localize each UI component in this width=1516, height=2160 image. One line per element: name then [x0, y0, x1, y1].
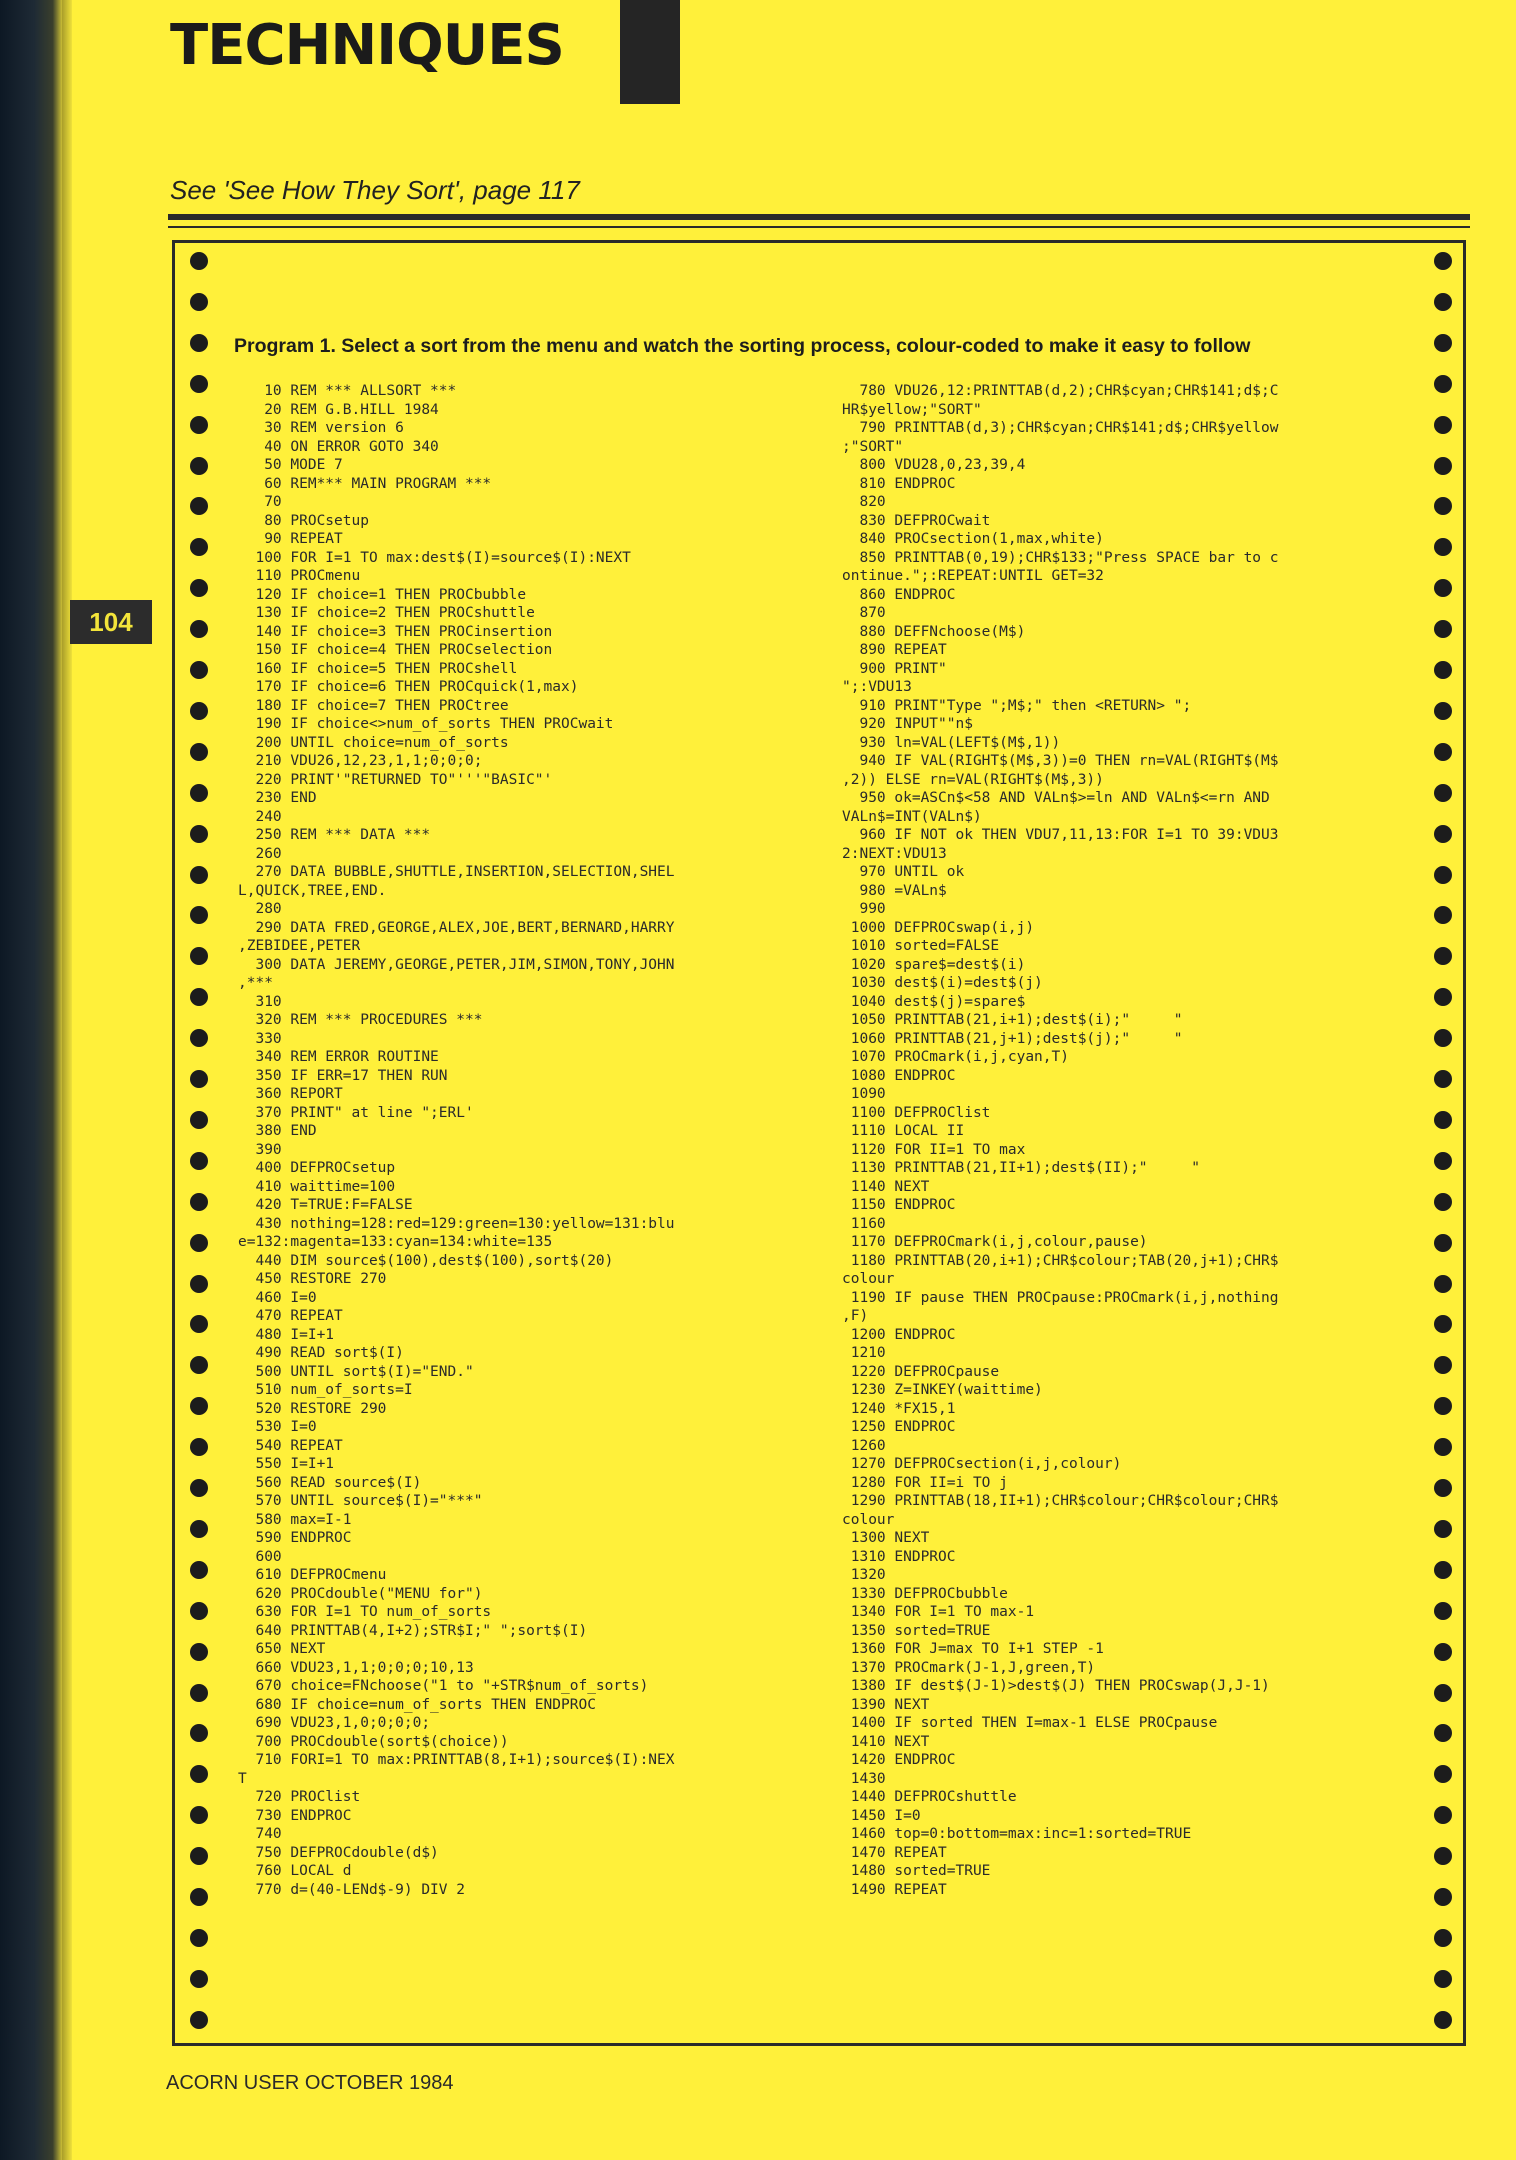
sprocket-hole — [190, 334, 208, 352]
code-line: 390 — [238, 1141, 282, 1158]
code-line: L,QUICK,TREE,END. — [238, 882, 387, 899]
code-line: 440 DIM source$(100),dest$(100),sort$(20) — [238, 1252, 614, 1269]
sprocket-hole — [190, 661, 208, 679]
header-rule-thin — [168, 226, 1470, 228]
sprocket-hole — [1434, 457, 1452, 475]
sprocket-hole — [1434, 661, 1452, 679]
sprocket-hole — [190, 825, 208, 843]
code-line: 60 REM*** MAIN PROGRAM *** — [238, 475, 492, 492]
code-line: ,2)) ELSE rn=VAL(RIGHT$(M$,3)) — [842, 771, 1104, 788]
code-line: 660 VDU23,1,1;0;0;0;10,13 — [238, 1659, 474, 1676]
sprocket-hole — [190, 1765, 208, 1783]
sprocket-hole — [190, 538, 208, 556]
code-line: 1270 DEFPROCsection(i,j,colour) — [842, 1456, 1122, 1472]
code-line: 380 END — [238, 1123, 317, 1139]
code-line: 800 VDU28,0,23,39,4 — [842, 457, 1026, 473]
sprocket-hole — [1434, 334, 1452, 352]
code-line: 1210 — [842, 1345, 886, 1361]
magazine-footer: ACORN USER OCTOBER 1984 — [166, 2072, 454, 2094]
sprocket-hole — [1434, 1397, 1452, 1415]
sprocket-hole — [1434, 375, 1452, 393]
listing-column-left — [238, 382, 675, 1899]
binding-edge — [62, 0, 72, 2160]
code-line: 540 REPEAT — [238, 1437, 343, 1454]
code-line: 1160 — [842, 1215, 886, 1232]
sprocket-hole — [190, 1315, 208, 1333]
sprocket-hole — [1434, 1520, 1452, 1538]
code-line: 1490 REPEAT — [842, 1881, 947, 1898]
code-line: 590 ENDPROC — [238, 1530, 352, 1546]
sprocket-hole — [1434, 1806, 1452, 1824]
code-line: 850 PRINTTAB(0,19);CHR$133;"Press SPACE bar to c — [842, 549, 1279, 566]
sprocket-hole — [1434, 906, 1452, 924]
code-line: 1280 FOR II=i TO j — [842, 1474, 1008, 1491]
sprocket-hole — [190, 620, 208, 638]
code-line: 1010 sorted=FALSE — [842, 938, 1000, 954]
code-line: 550 I=I+1 — [238, 1456, 335, 1472]
sprocket-hole — [190, 497, 208, 515]
code-line: 1470 REPEAT — [842, 1844, 947, 1861]
sprocket-hole — [190, 1152, 208, 1170]
code-line: 1360 FOR J=max TO I+1 STEP -1 — [842, 1641, 1104, 1657]
sprocket-hole — [1434, 1234, 1452, 1252]
code-line: 640 PRINTTAB(4,I+2);STR$I;" ";sort$(I) — [238, 1622, 588, 1639]
code-line: 140 IF choice=3 THEN PROCinsertion — [238, 623, 553, 640]
sprocket-hole — [1434, 252, 1452, 270]
sprocket-hole — [1434, 416, 1452, 434]
code-line: 30 REM version 6 — [238, 420, 404, 436]
sprocket-hole — [190, 1029, 208, 1047]
code-line: 930 ln=VAL(LEFT$(M$,1)) — [842, 734, 1061, 751]
code-line: 210 VDU26,12,23,1,1;0;0;0; — [238, 753, 483, 769]
code-line: 650 NEXT — [238, 1641, 326, 1657]
sprocket-hole — [1434, 947, 1452, 965]
code-line: 110 PROCmenu — [238, 568, 361, 584]
code-line: 70 — [238, 494, 282, 510]
code-line: 170 IF choice=6 THEN PROCquick(1,max) — [238, 679, 579, 695]
sprocket-hole — [190, 743, 208, 761]
code-line: 670 choice=FNchoose("1 to "+STR$num_of_sorts) — [238, 1678, 649, 1694]
code-line: 720 PROClist — [238, 1789, 361, 1805]
code-line: T — [238, 1770, 247, 1787]
sprocket-hole — [190, 252, 208, 270]
code-line: VALn$=INT(VALn$) — [842, 808, 982, 825]
sprocket-hole — [190, 1193, 208, 1211]
code-line: 1480 sorted=TRUE — [842, 1863, 991, 1879]
sprocket-hole — [190, 947, 208, 965]
sprocket-hole — [190, 1275, 208, 1293]
code-line: colour — [842, 1511, 895, 1528]
code-line: 160 IF choice=5 THEN PROCshell — [238, 660, 518, 677]
code-line: 610 DEFPROCmenu — [238, 1567, 387, 1583]
code-line: 1170 DEFPROCmark(i,j,colour,pause) — [842, 1234, 1148, 1250]
code-line: 240 — [238, 808, 282, 825]
code-line: 510 num_of_sorts=I — [238, 1382, 413, 1398]
code-line: 1380 IF dest$(J-1)>dest$(J) THEN PROCswap(J,J-1) — [842, 1678, 1270, 1694]
code-line: 80 PROCsetup — [238, 512, 369, 529]
code-line: 1240 *FX15,1 — [842, 1400, 956, 1417]
code-line: 970 UNTIL ok — [842, 864, 965, 880]
sprocket-hole — [1434, 702, 1452, 720]
code-line: 1250 ENDPROC — [842, 1419, 956, 1435]
sprocket-hole — [190, 1234, 208, 1252]
sprocket-hole — [190, 988, 208, 1006]
sprocket-hole — [1434, 743, 1452, 761]
code-line: 830 DEFPROCwait — [842, 512, 991, 529]
sprocket-hole — [1434, 1929, 1452, 1947]
code-line: 300 DATA JEREMY,GEORGE,PETER,JIM,SIMON,TONY,JOHN — [238, 956, 675, 973]
sprocket-hole — [190, 1356, 208, 1374]
section-title: TECHNIQUES — [170, 13, 564, 78]
code-line: 1260 — [842, 1437, 886, 1454]
binding-spine — [0, 0, 62, 2160]
code-line: 880 DEFFNchoose(M$) — [842, 623, 1026, 640]
code-line: 1440 DEFPROCshuttle — [842, 1789, 1017, 1805]
code-line: 190 IF choice<>num_of_sorts THEN PROCwait — [238, 716, 614, 732]
sprocket-hole — [190, 1397, 208, 1415]
code-line: 1310 ENDPROC — [842, 1548, 956, 1565]
code-line: 1070 PROCmark(i,j,cyan,T) — [842, 1049, 1069, 1065]
code-line: 1030 dest$(i)=dest$(j) — [842, 975, 1043, 991]
code-line: 810 ENDPROC — [842, 475, 956, 492]
code-line: 410 waittime=100 — [238, 1178, 396, 1195]
code-line: 1230 Z=INKEY(waittime) — [842, 1382, 1043, 1398]
sprocket-hole — [1434, 579, 1452, 597]
code-line: 770 d=(40-LENd$-9) DIV 2 — [238, 1881, 465, 1898]
code-line: 260 — [238, 845, 282, 862]
sprocket-hole — [1434, 784, 1452, 802]
sprocket-hole — [1434, 1315, 1452, 1333]
sprocket-hole — [190, 1602, 208, 1620]
code-line: 360 REPORT — [238, 1086, 343, 1102]
code-line: 1120 FOR II=1 TO max — [842, 1141, 1026, 1158]
title-accent-block — [620, 0, 680, 104]
code-line: 270 DATA BUBBLE,SHUTTLE,INSERTION,SELECTION,SHEL — [238, 864, 675, 880]
code-line: 1060 PRINTTAB(21,j+1);dest$(j);" " — [842, 1030, 1183, 1047]
code-line: 120 IF choice=1 THEN PROCbubble — [238, 586, 527, 603]
code-line: 560 READ source$(I) — [238, 1474, 422, 1491]
cross-reference-subtitle: See 'See How They Sort', page 117 — [170, 175, 580, 205]
sprocket-hole — [190, 702, 208, 720]
code-line: 420 T=TRUE:F=FALSE — [238, 1197, 413, 1213]
header-rule-thick — [168, 214, 1470, 220]
code-line: 1140 NEXT — [842, 1178, 930, 1195]
code-line: 430 nothing=128:red=129:green=130:yellow=131:blu — [238, 1215, 675, 1232]
code-line: 1150 ENDPROC — [842, 1197, 956, 1213]
sprocket-hole — [1434, 293, 1452, 311]
code-line: 1290 PRINTTAB(18,II+1);CHR$colour;CHR$colour;CHR$ — [842, 1493, 1279, 1509]
code-line: 690 VDU23,1,0;0;0;0; — [238, 1715, 431, 1731]
code-line: 370 PRINT" at line ";ERL' — [238, 1104, 474, 1121]
sprocket-hole — [190, 457, 208, 475]
code-line: 220 PRINT'"RETURNED TO"'''"BASIC"' — [238, 771, 553, 788]
code-line: 950 ok=ASCn$<58 AND VALn$>=ln AND VALn$<=rn AND — [842, 790, 1270, 806]
sprocket-hole — [190, 293, 208, 311]
sprocket-hole — [190, 1520, 208, 1538]
code-line: 340 REM ERROR ROUTINE — [238, 1049, 439, 1065]
code-line: 530 I=0 — [238, 1419, 317, 1435]
code-line: 580 max=I-1 — [238, 1511, 352, 1528]
sprocket-hole — [190, 906, 208, 924]
sprocket-hole — [1434, 1847, 1452, 1865]
sprocket-hole — [190, 1643, 208, 1661]
sprocket-hole — [1434, 1275, 1452, 1293]
sprocket-hole — [1434, 1152, 1452, 1170]
code-line: 980 =VALn$ — [842, 882, 947, 899]
code-line: 200 UNTIL choice=num_of_sorts — [238, 734, 509, 751]
sprocket-hole — [1434, 1356, 1452, 1374]
code-line: 1390 NEXT — [842, 1696, 930, 1713]
sprocket-hole — [1434, 1765, 1452, 1783]
code-line: 1180 PRINTTAB(20,i+1);CHR$colour;TAB(20,j+1);CHR$ — [842, 1252, 1279, 1269]
code-line: 150 IF choice=4 THEN PROCselection — [238, 642, 553, 658]
sprocket-hole — [1434, 825, 1452, 843]
code-line: 860 ENDPROC — [842, 586, 956, 603]
code-line: 1420 ENDPROC — [842, 1752, 956, 1768]
code-line: 1000 DEFPROCswap(i,j) — [842, 919, 1035, 936]
code-line: ,ZEBIDEE,PETER — [238, 938, 361, 954]
code-line: 1340 FOR I=1 TO max-1 — [842, 1604, 1035, 1620]
code-line: 820 — [842, 494, 886, 510]
code-line: 520 RESTORE 290 — [238, 1400, 387, 1417]
code-line: 90 REPEAT — [238, 531, 343, 547]
sprocket-hole — [1434, 1724, 1452, 1742]
code-line: 990 — [842, 901, 886, 917]
code-line: 620 PROCdouble("MENU for") — [238, 1585, 483, 1602]
code-line: 1370 PROCmark(J-1,J,green,T) — [842, 1659, 1096, 1676]
sprocket-hole — [1434, 1438, 1452, 1456]
sprocket-hole — [1434, 1070, 1452, 1088]
sprocket-hole — [1434, 1561, 1452, 1579]
sprocket-hole — [190, 579, 208, 597]
sprocket-hole — [1434, 1479, 1452, 1497]
sprocket-hole — [190, 1684, 208, 1702]
code-line: 400 DEFPROCsetup — [238, 1160, 396, 1176]
code-line: 890 REPEAT — [842, 642, 947, 658]
sprocket-hole — [1434, 497, 1452, 515]
sprocket-hole — [190, 1929, 208, 1947]
code-line: 2:NEXT:VDU13 — [842, 845, 947, 862]
sprocket-hole — [190, 1070, 208, 1088]
sprocket-hole — [190, 1111, 208, 1129]
right-sprocket-holes — [1434, 240, 1454, 2046]
code-line: 1190 IF pause THEN PROCpause:PROCmark(i,j,nothing — [842, 1289, 1279, 1306]
sprocket-hole — [1434, 1193, 1452, 1211]
sprocket-hole — [1434, 1643, 1452, 1661]
code-line: colour — [842, 1271, 895, 1287]
code-line: 790 PRINTTAB(d,3);CHR$cyan;CHR$141;d$;CHR$yellow — [842, 420, 1279, 436]
sprocket-hole — [1434, 988, 1452, 1006]
code-line: 1430 — [842, 1770, 886, 1787]
program-caption: Program 1. Select a sort from the menu and watch the sorting process, colour-coded to make it easy to follow — [234, 335, 1251, 357]
code-line: 1020 spare$=dest$(i) — [842, 956, 1026, 973]
code-line: 450 RESTORE 270 — [238, 1271, 387, 1287]
code-line: 1130 PRINTTAB(21,II+1);dest$(II);" " — [842, 1160, 1200, 1176]
code-line: 1080 ENDPROC — [842, 1067, 956, 1084]
sprocket-hole — [190, 1479, 208, 1497]
code-line: 460 I=0 — [238, 1289, 317, 1306]
sprocket-hole — [190, 866, 208, 884]
code-line: 840 PROCsection(1,max,white) — [842, 531, 1104, 547]
code-line: ,*** — [238, 975, 273, 991]
code-line: 1460 top=0:bottom=max:inc=1:sorted=TRUE — [842, 1826, 1192, 1842]
sprocket-hole — [190, 416, 208, 434]
code-line: 870 — [842, 605, 886, 621]
code-line: 750 DEFPROCdouble(d$) — [238, 1844, 439, 1861]
sprocket-hole — [190, 1724, 208, 1742]
code-line: 230 END — [238, 790, 317, 806]
sprocket-hole — [190, 2011, 208, 2029]
code-line: 570 UNTIL source$(I)="***" — [238, 1493, 483, 1509]
sprocket-hole — [1434, 1970, 1452, 1988]
code-line: 600 — [238, 1548, 282, 1565]
code-line: 10 REM *** ALLSORT *** — [238, 383, 457, 399]
code-line: 1450 I=0 — [842, 1807, 921, 1824]
code-line: 700 PROCdouble(sort$(choice)) — [238, 1733, 509, 1750]
sprocket-hole — [190, 1847, 208, 1865]
sprocket-hole — [190, 375, 208, 393]
sprocket-hole — [1434, 1888, 1452, 1906]
code-line: e=132:magenta=133:cyan=134:white=135 — [238, 1234, 553, 1250]
code-line: 680 IF choice=num_of_sorts THEN ENDPROC — [238, 1696, 596, 1713]
code-line: 1200 ENDPROC — [842, 1326, 956, 1343]
code-line: 920 INPUT""n$ — [842, 716, 973, 732]
code-line: 1220 DEFPROCpause — [842, 1363, 1000, 1380]
code-line: 1400 IF sorted THEN I=max-1 ELSE PROCpause — [842, 1715, 1218, 1731]
sprocket-hole — [1434, 1029, 1452, 1047]
code-line: 470 REPEAT — [238, 1308, 343, 1324]
code-line: 320 REM *** PROCEDURES *** — [238, 1012, 483, 1028]
code-line: 1040 dest$(j)=spare$ — [842, 993, 1026, 1010]
sprocket-hole — [1434, 1684, 1452, 1702]
code-line: ,F) — [842, 1308, 869, 1324]
code-line: 180 IF choice=7 THEN PROCtree — [238, 697, 509, 714]
sprocket-hole — [190, 1561, 208, 1579]
code-line: 630 FOR I=1 TO num_of_sorts — [238, 1604, 492, 1620]
sprocket-hole — [190, 1438, 208, 1456]
code-line: 1050 PRINTTAB(21,i+1);dest$(i);" " — [842, 1012, 1183, 1028]
code-line: 1410 NEXT — [842, 1733, 930, 1750]
code-line: 130 IF choice=2 THEN PROCshuttle — [238, 605, 535, 621]
code-line: 250 REM *** DATA *** — [238, 827, 431, 843]
code-line: 1110 LOCAL II — [842, 1123, 965, 1139]
code-line: 900 PRINT" — [842, 660, 947, 677]
page-number-tab: 104 — [70, 600, 152, 644]
code-line: ";:VDU13 — [842, 679, 912, 695]
sprocket-hole — [190, 1888, 208, 1906]
code-line: 780 VDU26,12:PRINTTAB(d,2);CHR$cyan;CHR$141;d$;C — [842, 383, 1279, 399]
sprocket-hole — [1434, 620, 1452, 638]
code-line: HR$yellow;"SORT" — [842, 401, 982, 418]
code-line: 940 IF VAL(RIGHT$(M$,3))=0 THEN rn=VAL(RIGHT$(M$ — [842, 753, 1279, 769]
sprocket-hole — [1434, 1602, 1452, 1620]
code-line: 350 IF ERR=17 THEN RUN — [238, 1067, 448, 1084]
sprocket-hole — [1434, 1111, 1452, 1129]
code-line: 490 READ sort$(I) — [238, 1345, 404, 1361]
sprocket-hole — [190, 1806, 208, 1824]
code-line: 1320 — [842, 1567, 886, 1583]
code-line: 1350 sorted=TRUE — [842, 1622, 991, 1639]
sprocket-hole — [190, 1970, 208, 1988]
code-line: 500 UNTIL sort$(I)="END." — [238, 1363, 474, 1380]
code-line: 480 I=I+1 — [238, 1326, 335, 1343]
code-line: 280 — [238, 901, 282, 917]
code-line: 740 — [238, 1826, 282, 1842]
code-line: 1100 DEFPROClist — [842, 1104, 991, 1121]
left-sprocket-holes — [190, 240, 210, 2046]
sprocket-hole — [190, 784, 208, 802]
code-line: 1300 NEXT — [842, 1530, 930, 1546]
code-line: 710 FORI=1 TO max:PRINTTAB(8,I+1);source$(I):NEX — [238, 1752, 675, 1768]
code-line: 100 FOR I=1 TO max:dest$(I)=source$(I):NEXT — [238, 549, 631, 566]
code-line: 910 PRINT"Type ";M$;" then <RETURN> "; — [842, 697, 1192, 714]
code-line: 290 DATA FRED,GEORGE,ALEX,JOE,BERT,BERNARD,HARRY — [238, 919, 675, 936]
code-line: 730 ENDPROC — [238, 1807, 352, 1824]
code-line: 960 IF NOT ok THEN VDU7,11,13:FOR I=1 TO 39:VDU3 — [842, 827, 1279, 843]
code-line: 20 REM G.B.HILL 1984 — [238, 401, 439, 418]
code-line: 330 — [238, 1030, 282, 1047]
sprocket-hole — [1434, 866, 1452, 884]
sprocket-hole — [1434, 2011, 1452, 2029]
code-line: 40 ON ERROR GOTO 340 — [238, 438, 439, 455]
code-line: 50 MODE 7 — [238, 457, 343, 473]
code-line: 1330 DEFPROCbubble — [842, 1585, 1008, 1602]
code-line: 1090 — [842, 1086, 886, 1102]
code-line: 310 — [238, 993, 282, 1010]
code-line: ontinue.";:REPEAT:UNTIL GET=32 — [842, 568, 1104, 584]
listing-column-right — [842, 382, 1279, 1899]
code-line: 760 LOCAL d — [238, 1863, 352, 1879]
code-line: ;"SORT" — [842, 438, 904, 455]
sprocket-hole — [1434, 538, 1452, 556]
